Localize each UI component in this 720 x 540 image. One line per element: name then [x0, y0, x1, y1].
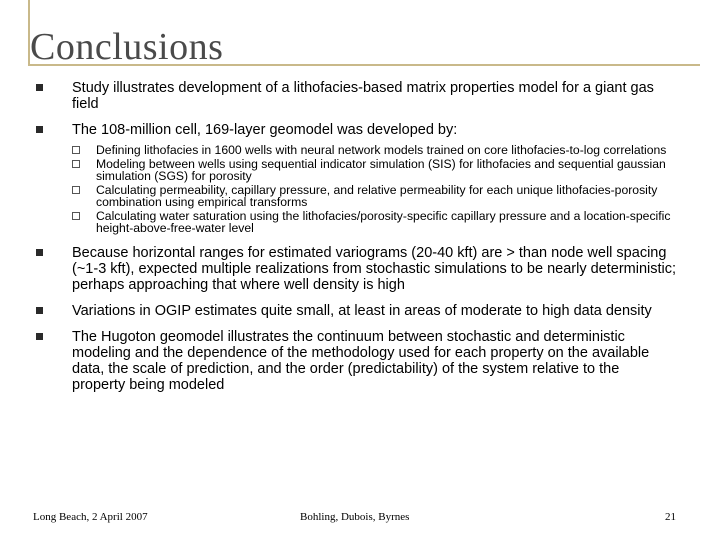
- bullet-text: The Hugoton geomodel illustrates the continuum between stochastic and deterministic modeling and the dependence of the methodology used for each property on the available data, the scale of prediction, and the order (predictability) of the system relative to the property being modeled: [72, 328, 650, 393]
- sub-bullet-item: [72, 210, 676, 235]
- square-bullet-icon: [36, 307, 43, 314]
- square-bullet-icon: [36, 126, 43, 133]
- bullet-text: Variations in OGIP estimates quite small, at least in areas of moderate to high data density: [72, 302, 652, 319]
- hollow-square-bullet-icon: [72, 212, 80, 220]
- bullet-text: The 108-million cell, 169-layer geomodel was developed by:: [72, 122, 458, 138]
- hollow-square-bullet-icon: [72, 186, 80, 194]
- footer-venue-date: Long Beach, 2 April 2007: [33, 511, 148, 523]
- bullet-text: Because horizontal ranges for estimated variograms (20-40 kft) are > than node well spacing (~1-3 kft), expected multiple realizations from stochastic simulations to be nearly deterministic; perhaps approaching that where well density is high: [72, 244, 677, 293]
- bullet-item: [36, 80, 676, 112]
- bullet-item: [36, 245, 676, 293]
- sub-bullet-item: [72, 158, 676, 183]
- sub-bullet-text: Calculating permeability, capillary pressure, and relative permeability for each unique lithofacies-porosity combination using empirical transforms: [96, 182, 658, 209]
- slide-title: Conclusions: [30, 26, 224, 68]
- footer-page-number: 21: [665, 511, 676, 523]
- square-bullet-icon: [36, 333, 43, 340]
- bullet-item: [36, 303, 676, 319]
- bullet-item: [36, 122, 676, 235]
- sub-bullet-text: Modeling between wells using sequential indicator simulation (SIS) for lithofacies and sequential gaussian simulation (SGS) for porosity: [96, 156, 666, 183]
- bullet-list: [36, 80, 676, 403]
- sub-bullet-text: Calculating water saturation using the lithofacies/porosity-specific capillary pressure and a location-specific height-above-free-water level: [96, 208, 671, 235]
- sub-bullet-item: [72, 184, 676, 209]
- sub-bullet-text: Defining lithofacies in 1600 wells with neural network models trained on core lithofacies-to-log correlations: [96, 143, 667, 157]
- hollow-square-bullet-icon: [72, 146, 80, 154]
- footer-authors: Bohling, Dubois, Byrnes: [300, 511, 410, 523]
- hollow-square-bullet-icon: [72, 160, 80, 168]
- bullet-text: Study illustrates development of a lithofacies-based matrix properties model for a giant gas field: [72, 80, 654, 112]
- sub-bullet-list: [72, 144, 676, 235]
- bullet-item: [36, 329, 676, 393]
- square-bullet-icon: [36, 249, 43, 256]
- square-bullet-icon: [36, 84, 43, 91]
- sub-bullet-item: [72, 144, 676, 157]
